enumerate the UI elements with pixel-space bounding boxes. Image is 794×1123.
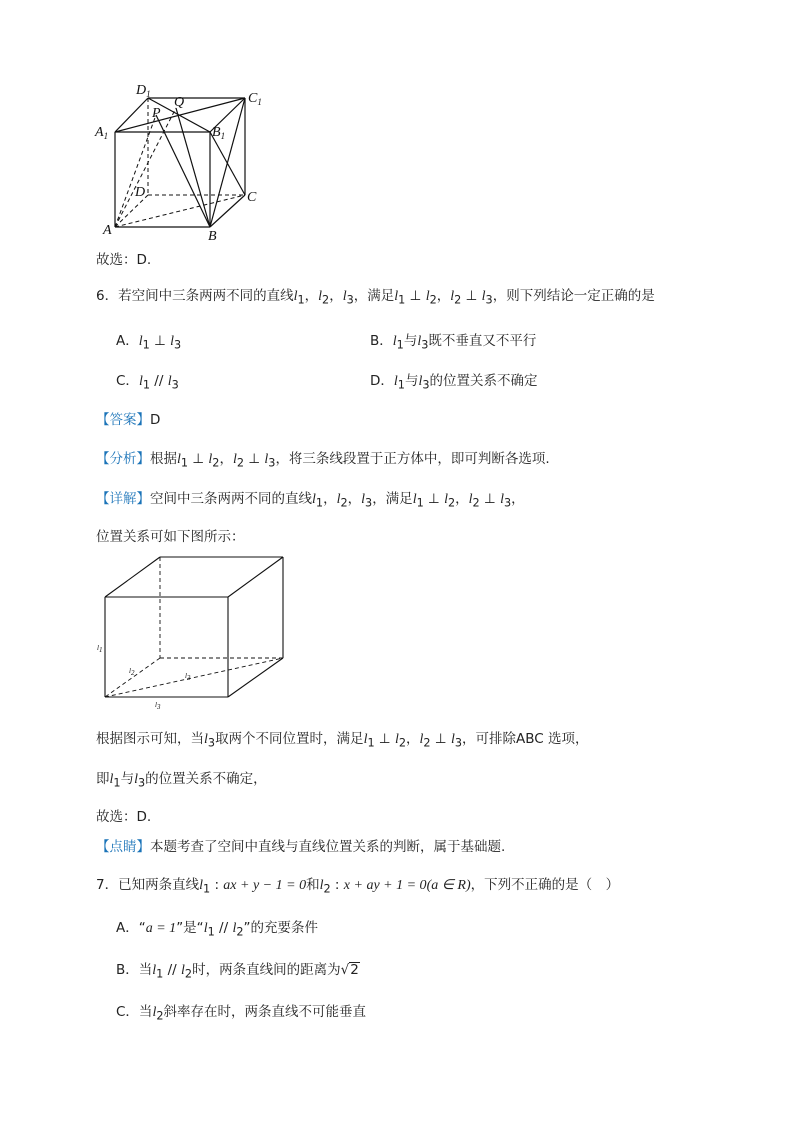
label-a: A — [103, 223, 112, 238]
q6-fig-intro: 位置关系可如下图所示： — [96, 529, 245, 545]
q6-option-d: D．$l_1$与$l_3$的位置关系不确定 — [370, 373, 538, 392]
label-d: D — [135, 185, 146, 200]
select-prev: 故选：D. — [96, 252, 152, 268]
q6-option-b: B．$l_1$与$l_3$既不垂直又不平行 — [370, 333, 537, 352]
label-c: C — [247, 190, 257, 205]
label-b: B — [208, 229, 217, 244]
q6-detail: 【详解】空间中三条两两不同的直线$l_1$，$l_2$，$l_3$，满足$l_1$ ⊥ $l_2$，$l_2$ ⊥ $l_3$， — [96, 491, 525, 510]
q7-stem: 7．已知两条直线$l_1$ : ax + y − 1 = 0和$l_2$ : x + ay + 1 = 0(a ∈ R)，下列不正确的是（ ） — [96, 877, 620, 896]
q6-analysis: 【分析】根据$l_1$ ⊥ $l_2$，$l_2$ ⊥ $l_3$，将三条线段置于正方体中，即可判断各选项. — [96, 451, 550, 470]
cube-figure-pq — [90, 80, 280, 245]
q6-conclusion-2: 即$l_1$与$l_3$的位置关系不确定， — [96, 771, 267, 790]
label-a1: $A_1$ — [95, 125, 109, 141]
sqrt-value: 2 — [350, 962, 359, 978]
q6-answer: 【答案】D — [96, 412, 161, 428]
q7-option-b: B．当$l_1 // l_2$时，两条直线间的距离为√2 — [116, 962, 359, 981]
q6-comment: 【点睛】本题考查了空间中直线与直线位置关系的判断，属于基础题. — [96, 839, 506, 855]
label-c1: $C_1$ — [248, 91, 262, 107]
fig2-label-l3-bottom: l3 — [155, 701, 161, 710]
fig2-label-l2: l2 — [129, 667, 135, 677]
fig2-label-l3-diag: l3 — [185, 672, 191, 682]
fig2-label-l1: l1 — [97, 644, 103, 654]
q6-stem: 6．若空间中三条两两不同的直线$l_1$，$l_2$，$l_3$，满足$l_1$ ⊥ $l_2$，$l_2$ ⊥ $l_3$，则下列结论一定正确的是 — [96, 288, 655, 307]
label-d1: $D_1$ — [136, 83, 151, 99]
q7-option-c: C．当$l_2$斜率存在时，两条直线不可能垂直 — [116, 1004, 366, 1023]
q6-option-c: C．$l_1 // l_3$ — [116, 373, 179, 392]
q6-option-a: A．$l_1$ ⊥ $l_3$ — [116, 333, 182, 352]
cube-figure-lines — [95, 555, 295, 710]
label-p: P — [152, 106, 161, 121]
label-b1: $B_1$ — [212, 125, 226, 141]
sqrt-symbol: √ — [340, 962, 350, 978]
q6-conclusion-1: 根据图示可知，当$l_3$取两个不同位置时，满足$l_1$ ⊥ $l_2$，$l_2$ ⊥ $l_3$，可排除ABC 选项， — [96, 731, 589, 750]
label-q: Q — [174, 95, 185, 110]
q6-select: 故选：D. — [96, 809, 152, 825]
q7-option-a: A．“a = 1”是“$l_1 // l_2$”的充要条件 — [116, 920, 318, 939]
